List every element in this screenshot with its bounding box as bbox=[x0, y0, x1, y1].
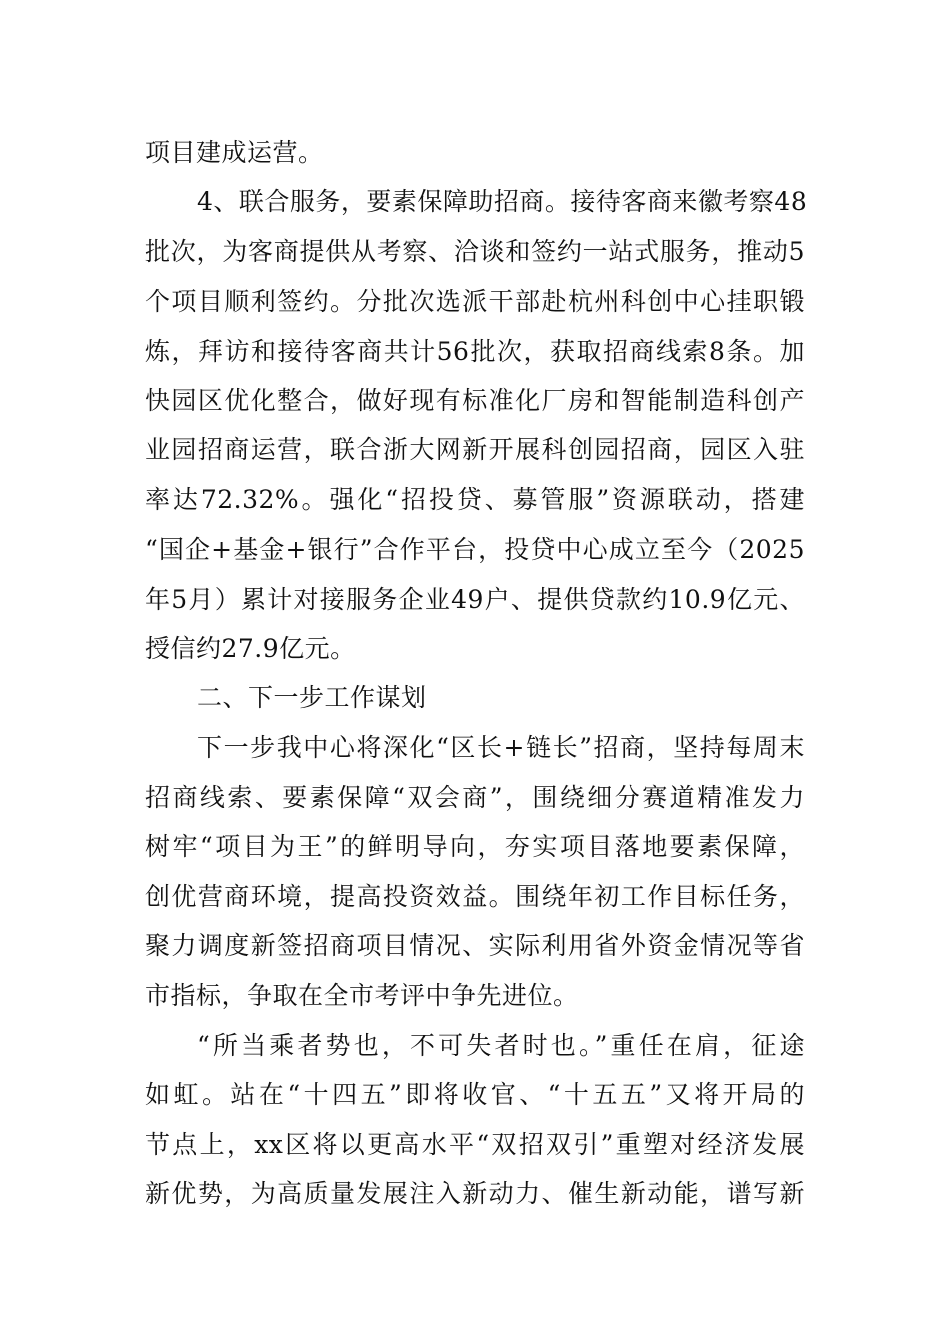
text-line: 炼，拜访和接待客商共计56批次，获取招商线索8条。加 bbox=[145, 337, 805, 366]
text-line: 新优势，为高质量发展注入新动力、催生新动能，谱写新 bbox=[145, 1179, 805, 1208]
text-line: 下一步我中心将深化“区长+链长”招商，坚持每周末 bbox=[197, 733, 805, 762]
text-line: “所当乘者势也，不可失者时也。”重任在肩，征途 bbox=[197, 1031, 805, 1060]
text-line: 市指标，争取在全市考评中争先进位。 bbox=[145, 981, 579, 1010]
text-line: 创优营商环境，提高投资效益。围绕年初工作目标任务， bbox=[145, 882, 805, 911]
text-line: 树牢“项目为王”的鲜明导向，夯实项目落地要素保障， bbox=[145, 832, 805, 861]
text-line: 业园招商运营，联合浙大网新开展科创园招商，园区入驻 bbox=[145, 435, 805, 464]
section-heading: 二、下一步工作谋划 bbox=[197, 683, 427, 712]
text-line: “国企+基金+银行”合作平台，投贷中心成立至今（2025 bbox=[145, 535, 805, 564]
text-line: 个项目顺利签约。分批次选派干部赴杭州科创中心挂职锻 bbox=[145, 287, 805, 316]
text-line: 快园区优化整合，做好现有标准化厂房和智能制造科创产 bbox=[145, 386, 805, 415]
text-line: 4、联合服务，要素保障助招商。接待客商来徽考察48 bbox=[197, 187, 808, 216]
text-line: 年5月）累计对接服务企业49户、提供贷款约10.9亿元、 bbox=[145, 585, 805, 614]
text-line: 项目建成运营。 bbox=[145, 138, 324, 167]
text-line: 授信约27.9亿元。 bbox=[145, 634, 356, 663]
text-line: 聚力调度新签招商项目情况、实际利用省外资金情况等省 bbox=[145, 931, 805, 960]
text-line: 招商线索、要素保障“双会商”，围绕细分赛道精准发力 bbox=[145, 783, 805, 812]
text-line: 率达72.32%。强化“招投贷、募管服”资源联动，搭建 bbox=[145, 485, 805, 514]
text-line: 批次，为客商提供从考察、洽谈和签约一站式服务，推动5 bbox=[145, 237, 805, 266]
text-line: 节点上，xx区将以更高水平“双招双引”重塑对经济发展 bbox=[145, 1130, 805, 1159]
text-line: 如虹。站在“十四五”即将收官、“十五五”又将开局的 bbox=[145, 1080, 805, 1109]
